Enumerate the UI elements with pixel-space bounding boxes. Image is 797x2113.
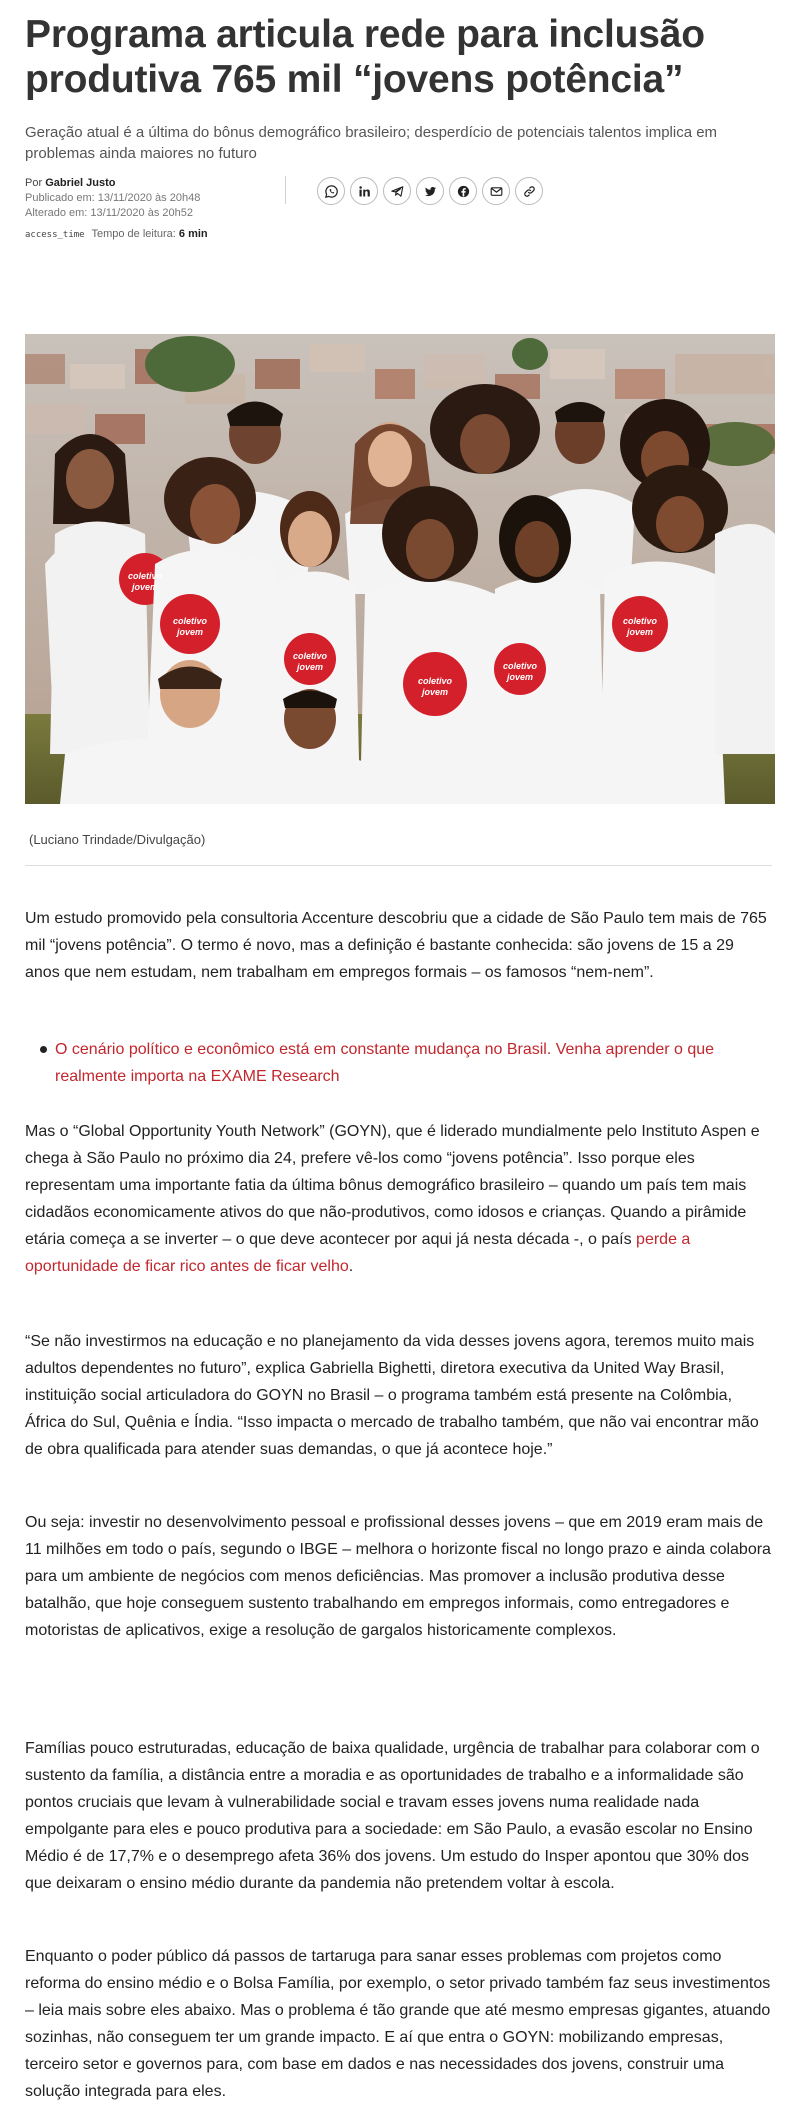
telegram-icon — [390, 184, 405, 199]
clock-icon: access_time — [25, 230, 85, 240]
shirt-logo-text: coletivo — [622, 616, 658, 626]
byline — [25, 176, 208, 191]
link-icon — [522, 184, 537, 199]
shirt-logo-text: coletivo — [292, 651, 328, 661]
meta-divider — [285, 176, 286, 204]
bullet-dot — [40, 1046, 47, 1053]
shirt-logo-text: jovem — [296, 662, 324, 672]
related-link[interactable]: O cenário político e econômico está em constante mudança no Brasil. Venha aprender o que realmente importa na EXAME Research — [55, 1041, 715, 1085]
caption-divider — [25, 865, 772, 866]
paragraph-text: Um estudo promovido pela consultoria Accenture descobriu que a cidade de São Paulo tem mais de 765 mil “jovens potência”. O termo é novo, mas a definição é bastante conhecida: são jovens de 15 a 29 anos que nem estudam, nem trabalham em empregos formais – os famosos “nem-nem”. — [25, 910, 767, 981]
linkedin-icon — [357, 184, 372, 199]
shirt-logo-text: jovem — [131, 582, 159, 592]
shirt-logo-text: coletivo — [127, 571, 163, 581]
paragraph-1 — [25, 905, 772, 986]
article-header — [25, 0, 772, 266]
twitter-icon — [423, 184, 438, 199]
share-link-button[interactable] — [515, 177, 543, 205]
share-bar — [317, 177, 543, 205]
article-subtitle: Geração atual é a última do bônus demográfico brasileiro; desperdício de potenciais talentos implica em problemas ainda maiores no futuro — [25, 124, 718, 162]
article-meta — [25, 176, 772, 266]
paragraph-3 — [25, 1328, 772, 1463]
paragraph-text: Ou seja: investir no desenvolvimento pessoal e profissional desses jovens – que em 2019 eram mais de 11 milhões em todo o país, segundo o IBGE – melhora o horizonte fiscal no longo prazo e ainda colabora para um ambiente de negócios com menos deficiências. Mas promover a inclusão produtiva desse batalhão, que hoje conseguem sustento trabalhando em empregos informais, como entregadores e motoristas de aplicativos, exige a resolução de gargalos historicamente complexos. — [25, 1514, 771, 1639]
shirt-logo-text: jovem — [626, 627, 654, 637]
whatsapp-icon — [324, 184, 339, 199]
byline-prefix: Por — [25, 177, 43, 189]
shirt-logo-text: coletivo — [502, 661, 538, 671]
updated-date: Alterado em: 13/11/2020 às 20h52 — [25, 207, 193, 219]
reading-time-value: 6 min — [178, 228, 208, 240]
share-linkedin-button[interactable] — [350, 177, 378, 205]
author-link[interactable]: Gabriel Justo — [45, 177, 116, 189]
email-icon — [489, 184, 504, 199]
reading-time — [25, 227, 208, 243]
hero-photo — [25, 334, 775, 804]
shirt-logo-text: jovem — [176, 627, 204, 637]
paragraph-4 — [25, 1509, 772, 1644]
share-email-button[interactable] — [482, 177, 510, 205]
facebook-icon — [456, 184, 471, 199]
photo-caption: (Luciano Trindade/Divulgação) — [29, 832, 206, 847]
article-title: Programa articula rede para inclusão produtiva 765 mil “jovens potência” — [25, 13, 705, 101]
meta-info — [25, 176, 208, 243]
inline-article-link[interactable]: perde a oportunidade de ficar rico antes de ficar velho — [25, 1231, 691, 1275]
paragraph-text-part: . — [348, 1258, 354, 1275]
hero-photo-illustration — [25, 334, 775, 804]
published-date: Publicado em: 13/11/2020 às 20h48 — [25, 192, 201, 204]
share-telegram-button[interactable] — [383, 177, 411, 205]
shirt-logo-text: coletivo — [172, 616, 208, 626]
reading-time-label: Tempo de leitura: — [91, 228, 176, 240]
paragraph-text: Famílias pouco estruturadas, educação de baixa qualidade, urgência de trabalhar para colaborar com o sustento da família, a distância entre a moradia e as oportunidades de trabalho e a informalidade são pontos cruciais que levam à vulnerabilidade social e travam esses jovens numa realidade nada empolgante para eles e pouco produtiva para a sociedade: em São Paulo, a evasão escolar no Ensino Médio é de 17,7% e o desemprego afeta 36% dos jovens. Um estudo do Insper apontou que 30% dos que deixaram o ensino médio durante da pandemia não pretendem voltar à escola. — [25, 1740, 760, 1892]
shirt-logo-text: jovem — [506, 672, 534, 682]
paragraph-text: Enquanto o poder público dá passos de tartaruga para sanar esses problemas com projetos como reforma do ensino médio e o Bolsa Família, por exemplo, o setor privado também faz seus investimentos – leia mais sobre eles abaixo. Mas o problema é tão grande que até mesmo empresas gigantes, atuando sozinhas, não conseguem ter um grande impacto. E aí que entra o GOYN: mobilizando empresas, terceiro setor e governos para, com base em dados e nas necessidades dos jovens, construir uma solução integrada para eles. — [25, 1948, 771, 2100]
share-whatsapp-button[interactable] — [317, 177, 345, 205]
related-link-item — [55, 1036, 775, 1090]
share-facebook-button[interactable] — [449, 177, 477, 205]
paragraph-text — [25, 1118, 772, 1280]
shirt-logo-text: coletivo — [417, 676, 453, 686]
paragraph-2 — [25, 1118, 772, 1280]
share-twitter-button[interactable] — [416, 177, 444, 205]
shirt-logo-text: jovem — [421, 687, 449, 697]
paragraph-5 — [25, 1735, 772, 1897]
paragraph-6 — [25, 1943, 772, 2105]
paragraph-text-part: Mas o “Global Opportunity Youth Network” (GOYN), que é liderado mundialmente pelo Instituto Aspen e chega à São Paulo no próximo dia 24, prefere vê-los como “jovens potência”. Isso porque eles representam uma importante fatia da última bônus demográfico brasileiro – quando um país tem mais cidadãos economicamente ativos do que não-produtivos, como idosos e crianças. Quando a pirâmide etária começa a se inverter – o que deve acontecer por aqui já nesta década -, o país — [25, 1123, 760, 1248]
paragraph-text: “Se não investirmos na educação e no planejamento da vida desses jovens agora, teremos muito mais adultos dependentes no futuro”, explica Gabriella Bighetti, diretora executiva da United Way Brasil, instituição social articuladora do GOYN no Brasil – o programa também está presente na Colômbia, África do Sul, Quênia e Índia. “Isso impacta o mercado de trabalho também, que não vai encontrar mão de obra qualificada para atender suas demandas, o que já acontece hoje.” — [25, 1333, 759, 1458]
